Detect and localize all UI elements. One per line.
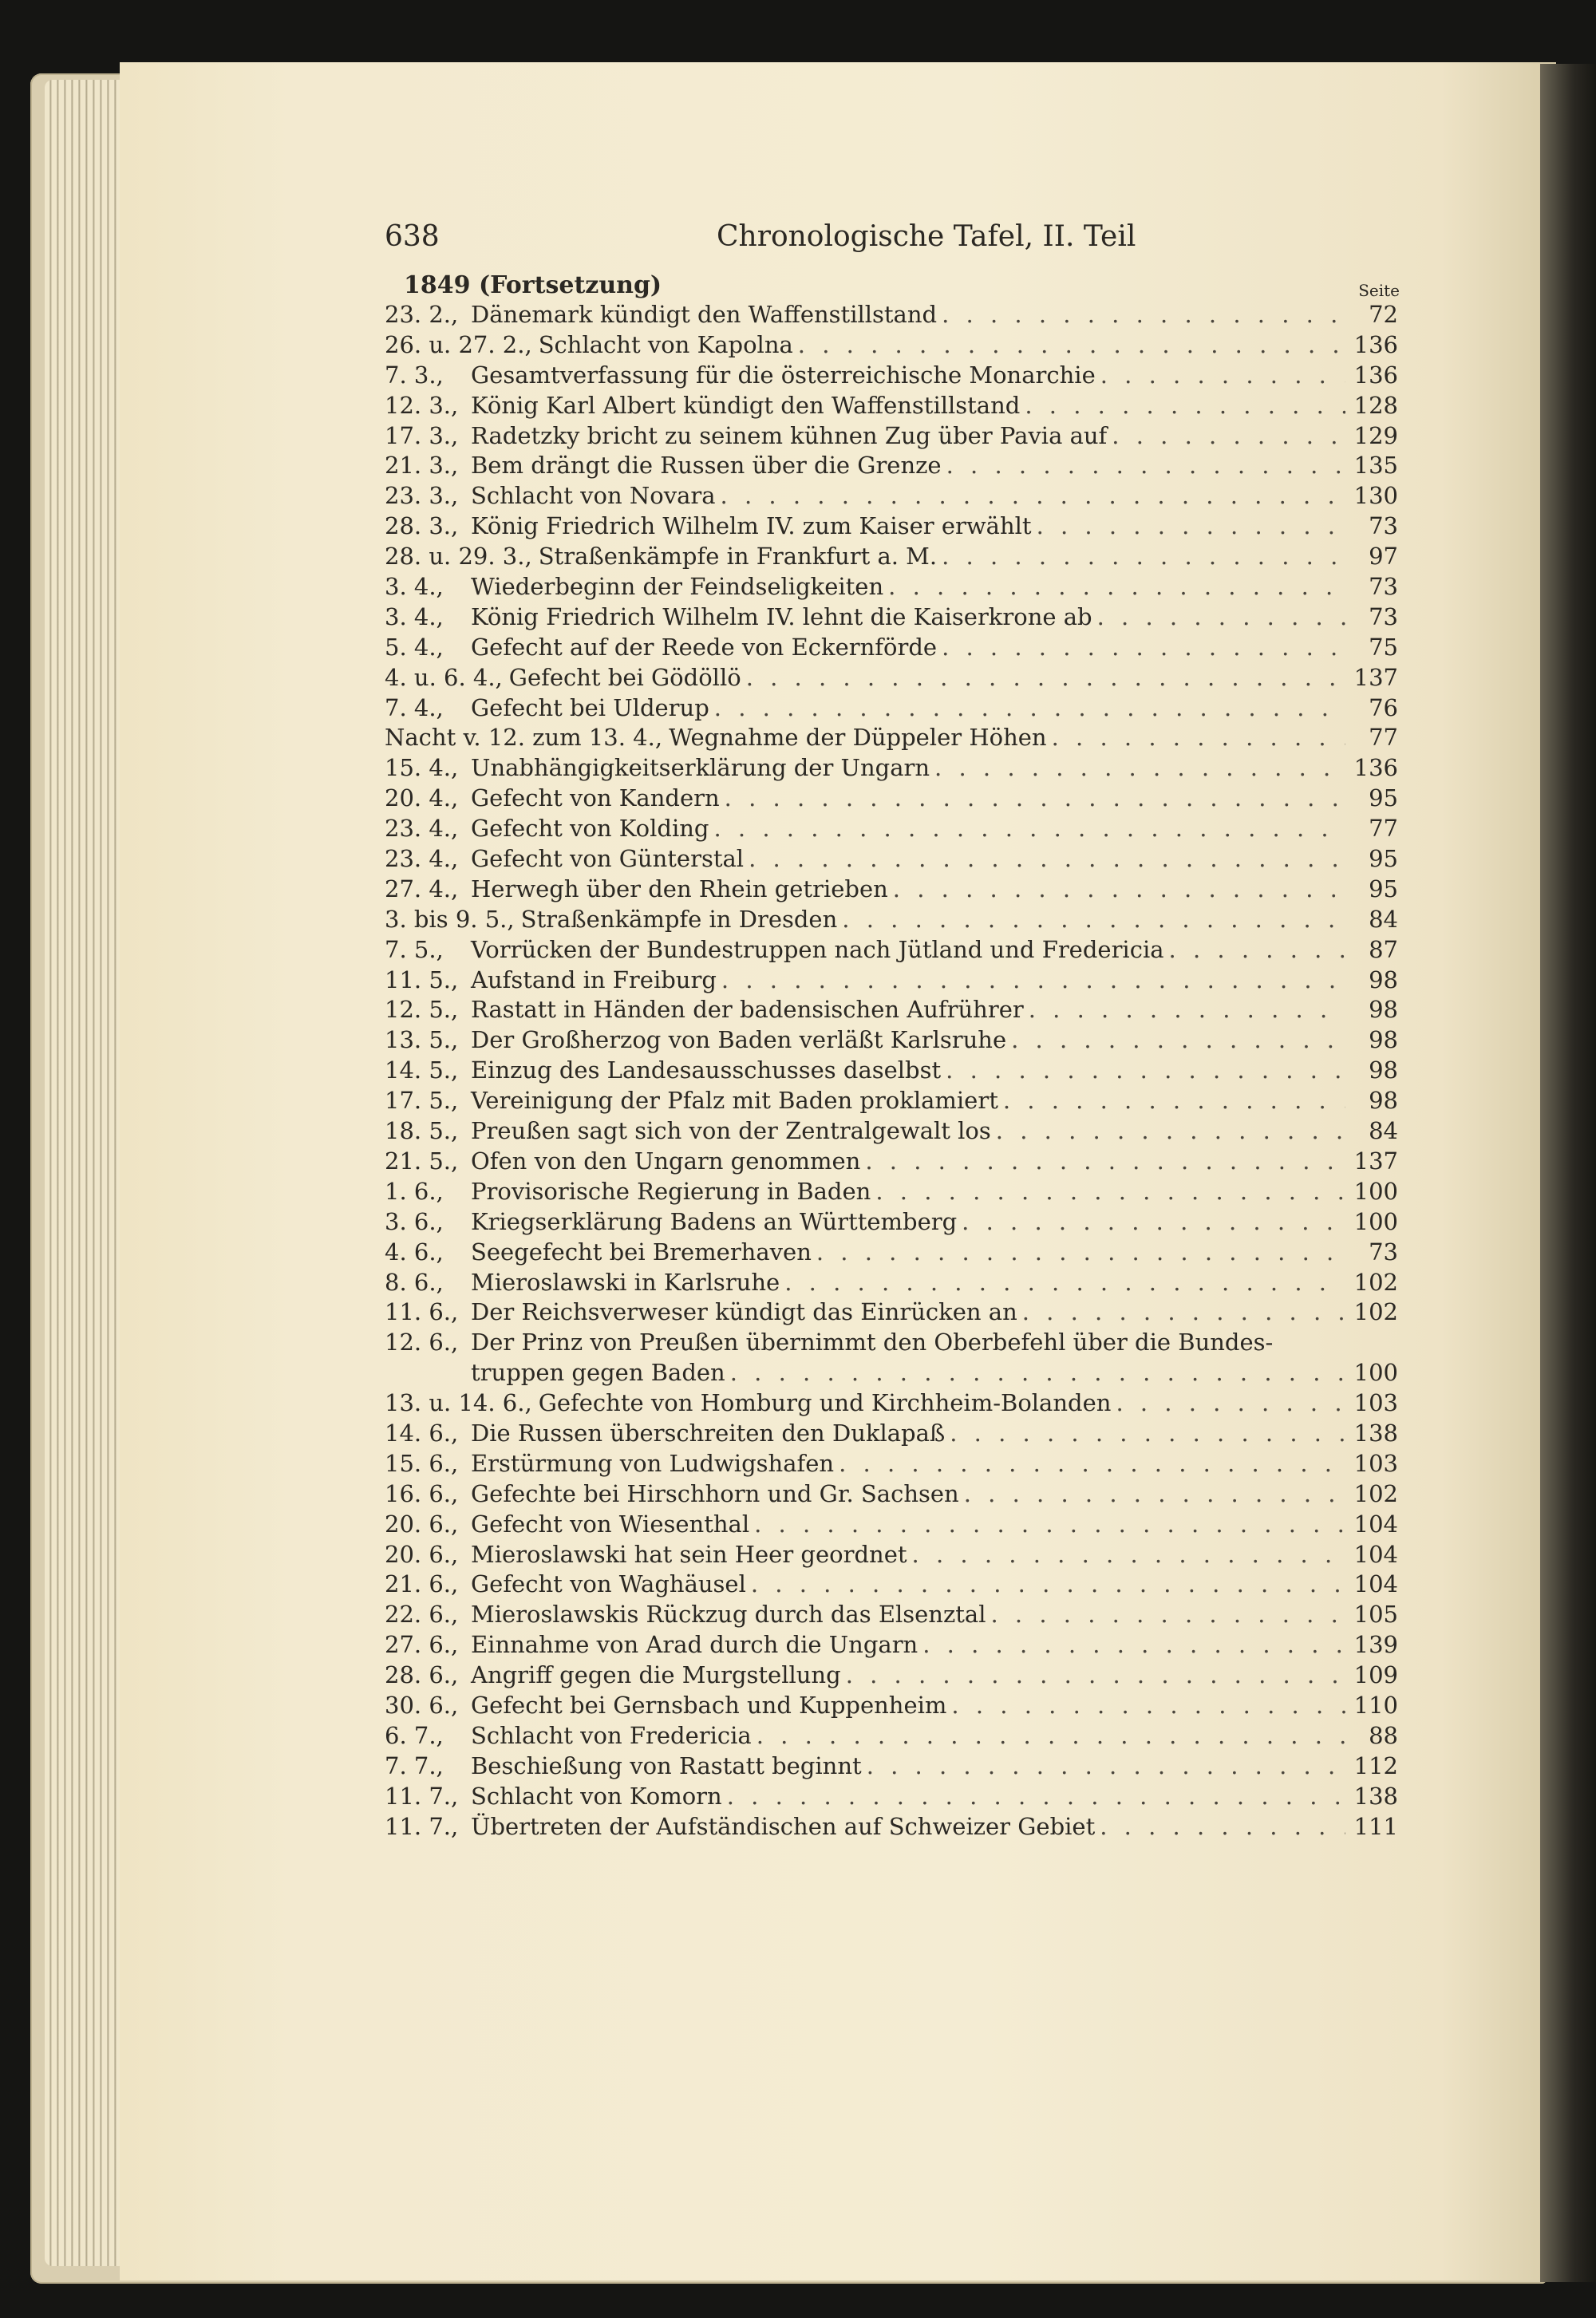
chronology-entry (385, 1812, 1398, 1842)
entry-date: 23. 3., (385, 482, 459, 510)
entry-page: 102 (1353, 1479, 1398, 1507)
entry-date: 21. 5., (385, 1147, 459, 1175)
dot-leader (727, 1782, 1345, 1812)
entry-page: 73 (1369, 573, 1398, 601)
entry-text: Rastatt in Händen der badensischen Aufrührer (471, 996, 1024, 1024)
dot-leader (942, 633, 1345, 663)
chronology-entry (385, 663, 1398, 693)
entry-page: 102 (1353, 1298, 1398, 1326)
chronology-entry (385, 814, 1398, 844)
chronology-entry (385, 753, 1398, 784)
entry-page: 110 (1353, 1691, 1398, 1719)
dot-leader (875, 1177, 1345, 1207)
page-number: 638 (385, 220, 440, 253)
chronology-entry (385, 602, 1398, 633)
dot-leader (946, 1056, 1345, 1086)
chronology-entry (385, 1570, 1398, 1600)
entry-text: Bem drängt die Russen über die Grenze (471, 452, 942, 480)
dot-leader (757, 1721, 1345, 1751)
dot-leader (1003, 1086, 1345, 1116)
chronology-entry (385, 1056, 1398, 1086)
chronology-entry (385, 361, 1398, 391)
dot-leader (784, 1268, 1345, 1298)
entry-text: Gefecht bei Gernsbach und Kuppenheim (471, 1691, 947, 1719)
page-column-label: Seite (1358, 281, 1400, 300)
page-header (385, 220, 1398, 265)
entry-page: 104 (1353, 1510, 1398, 1538)
entry-page: 73 (1369, 512, 1398, 540)
dot-leader (912, 1540, 1345, 1570)
entry-date: 14. 5., (385, 1056, 459, 1084)
entry-date: 17. 3., (385, 421, 459, 449)
entry-page: 100 (1353, 1207, 1398, 1235)
chronology-entry (385, 1388, 1398, 1419)
entry-date: 20. 6., (385, 1510, 459, 1538)
entry-text: Wiederbeginn der Feindseligkeiten (471, 573, 884, 601)
entry-date: 14. 6., (385, 1419, 459, 1447)
entry-page: 72 (1369, 301, 1398, 328)
dot-leader (888, 572, 1345, 602)
entry-page: 109 (1353, 1661, 1398, 1689)
chronology-entry (385, 511, 1398, 542)
entry-date: 28. u. 29. 3., (385, 543, 532, 571)
chronology-entry (385, 1661, 1398, 1691)
dot-leader (865, 1147, 1345, 1177)
dot-leader (942, 300, 1345, 330)
chronology-entry (385, 844, 1398, 875)
chronology-entry (385, 542, 1398, 572)
entry-page: 103 (1353, 1389, 1398, 1417)
entry-text: König Karl Albert kündigt den Waffenstillstand (471, 391, 1021, 419)
entry-page: 135 (1353, 452, 1398, 480)
dot-leader (1100, 361, 1345, 391)
chronology-entry (385, 1116, 1398, 1147)
entry-date: 15. 6., (385, 1449, 459, 1477)
entry-text: Provisorische Regierung in Baden (471, 1177, 871, 1205)
entry-page: 98 (1369, 1087, 1398, 1115)
dot-leader (950, 1419, 1345, 1449)
entry-page: 100 (1353, 1359, 1398, 1387)
entry-page: 139 (1353, 1631, 1398, 1659)
dot-leader (839, 1449, 1345, 1479)
chronology-entry (385, 1358, 1398, 1388)
entry-text: Gefecht von Waghäusel (471, 1570, 746, 1598)
chronology-entry (385, 1630, 1398, 1661)
entry-date: 16. 6., (385, 1479, 459, 1507)
entry-text: Vereinigung der Pfalz mit Baden proklamiert (471, 1087, 998, 1115)
chronology-entry (385, 330, 1398, 361)
running-title: Chronologische Tafel, II. Teil (717, 220, 1136, 253)
chronology-entry (385, 1691, 1398, 1721)
chronology-entry (385, 723, 1398, 753)
dot-leader (996, 1116, 1345, 1147)
chronology-entry (385, 1449, 1398, 1479)
entry-date: 21. 3., (385, 452, 459, 480)
entry-text: Schlacht von Komorn (471, 1782, 722, 1810)
entry-text: Gefecht von Kolding (471, 815, 709, 843)
entry-page: 111 (1353, 1812, 1398, 1840)
entry-date: 13. 5., (385, 1026, 459, 1054)
dot-leader (846, 1661, 1345, 1691)
dot-leader (816, 1238, 1345, 1268)
entry-page: 77 (1369, 724, 1398, 752)
entry-page: 136 (1353, 361, 1398, 389)
chronology-entry (385, 391, 1398, 421)
entry-text: Gefecht von Kandern (471, 784, 720, 812)
entry-page: 73 (1369, 1238, 1398, 1266)
chronology-entry (385, 905, 1398, 935)
dot-leader (730, 1358, 1345, 1388)
dot-leader (867, 1751, 1345, 1782)
gutter-shadow (1540, 64, 1596, 2282)
section-heading (385, 271, 1398, 300)
entry-text: Kriegserklärung Badens an Württemberg (471, 1207, 958, 1235)
entry-date: 15. 4., (385, 754, 459, 782)
chronology-entry (385, 966, 1398, 996)
entry-date: 3. 6., (385, 1207, 444, 1235)
entry-text: Angriff gegen die Murgstellung (471, 1661, 841, 1689)
entry-page: 98 (1369, 996, 1398, 1024)
chronology-entry (385, 1510, 1398, 1540)
entry-date: 23. 4., (385, 815, 459, 843)
entry-text: Gefechte von Homburg und Kirchheim-Bolanden (538, 1389, 1112, 1417)
chronology-entry (385, 633, 1398, 663)
entry-date: 7. 4., (385, 693, 444, 721)
entry-date: 7. 3., (385, 361, 444, 389)
entry-text: Einzug des Landesausschusses daselbst (471, 1056, 942, 1084)
entry-text: Mieroslawski hat sein Heer geordnet (471, 1540, 907, 1568)
dot-leader (725, 784, 1345, 814)
entry-page: 128 (1353, 391, 1398, 419)
entry-page: 88 (1369, 1721, 1398, 1749)
entry-page: 105 (1353, 1601, 1398, 1629)
entry-text: König Friedrich Wilhelm IV. zum Kaiser erwählt (471, 512, 1032, 540)
entry-text: Gefecht von Günterstal (471, 845, 745, 873)
entry-date: 7. 7., (385, 1751, 444, 1779)
entry-date: 5. 4., (385, 633, 444, 661)
dot-leader (1112, 421, 1345, 452)
entry-text: Seegefecht bei Bremerhaven (471, 1238, 812, 1266)
entry-page: 84 (1369, 1117, 1398, 1145)
entry-date: 11. 7., (385, 1782, 459, 1810)
entry-page: 136 (1353, 330, 1398, 358)
dot-leader (990, 1600, 1345, 1630)
chronology-entry (385, 1297, 1398, 1328)
chronology-entry (385, 481, 1398, 511)
entry-page: 73 (1369, 602, 1398, 630)
entry-text: Gefecht bei Gödöllö (508, 663, 741, 691)
dot-leader (721, 481, 1345, 511)
dot-leader (798, 330, 1345, 361)
entry-text: Mieroslawski in Karlsruhe (471, 1268, 780, 1296)
entry-page: 77 (1369, 815, 1398, 843)
entry-page: 103 (1353, 1449, 1398, 1477)
chronology-entry (385, 935, 1398, 966)
dot-leader (754, 1510, 1345, 1540)
entry-date: 30. 6., (385, 1691, 459, 1719)
entry-text: Straßenkämpfe in Dresden (520, 905, 838, 933)
entry-date: 17. 5., (385, 1087, 459, 1115)
entry-page: 76 (1369, 693, 1398, 721)
entry-text: Die Russen überschreiten den Duklapaß (471, 1419, 946, 1447)
dot-leader (1100, 1812, 1345, 1842)
entry-text: Preußen sagt sich von der Zentralgewalt los (471, 1117, 991, 1145)
entry-date: 12. 3., (385, 391, 459, 419)
dot-leader (934, 753, 1345, 784)
dot-leader (842, 905, 1345, 935)
entry-date: 18. 5., (385, 1117, 459, 1145)
entry-date: Nacht v. 12. zum 13. 4., (385, 724, 663, 752)
entry-date: 7. 5., (385, 935, 444, 963)
entry-date: 12. 6., (385, 1329, 459, 1356)
chronology-entry (385, 1479, 1398, 1510)
dot-leader (922, 1630, 1345, 1661)
page-content (385, 220, 1398, 1842)
entry-page: 97 (1369, 543, 1398, 571)
page-stack-edges (45, 80, 123, 2266)
entry-date: 3. bis 9. 5., (385, 905, 515, 933)
entry-date: 21. 6., (385, 1570, 459, 1598)
entry-page: 138 (1353, 1419, 1398, 1447)
dot-leader (1116, 1388, 1345, 1419)
entry-page: 95 (1369, 875, 1398, 902)
entry-date: 4. u. 6. 4., (385, 663, 503, 691)
chronology-entry (385, 1328, 1398, 1358)
entry-date: 6. 7., (385, 1721, 444, 1749)
entry-date: 27. 6., (385, 1631, 459, 1659)
dot-leader (721, 966, 1345, 996)
entry-page: 84 (1369, 905, 1398, 933)
dot-leader (1052, 723, 1345, 753)
chronology-entry (385, 1177, 1398, 1207)
chronology-entry (385, 451, 1398, 481)
chronology-entry (385, 784, 1398, 814)
entry-date: 11. 5., (385, 966, 459, 993)
dot-leader (1022, 1297, 1345, 1328)
chronology-entry (385, 1238, 1398, 1268)
entry-date: 11. 6., (385, 1298, 459, 1326)
dot-leader (713, 814, 1345, 844)
entry-page: 98 (1369, 1026, 1398, 1054)
chronology-entry (385, 1751, 1398, 1782)
entry-text: Mieroslawskis Rückzug durch das Elsenztal (471, 1601, 986, 1629)
entry-text: Der Reichsverweser kündigt das Einrücken an (471, 1298, 1017, 1326)
entry-date: 8. 6., (385, 1268, 444, 1296)
chronology-entry (385, 300, 1398, 330)
entry-text: Radetzky bricht zu seinem kühnen Zug über Pavia auf (471, 421, 1108, 449)
dot-leader (714, 693, 1345, 724)
entry-text: Aufstand in Freiburg (471, 966, 717, 993)
dot-leader (1097, 602, 1345, 633)
entry-date: 23. 4., (385, 845, 459, 873)
dot-leader (962, 1207, 1345, 1238)
entry-page: 98 (1369, 966, 1398, 993)
entry-text: Herwegh über den Rhein getrieben (471, 875, 888, 902)
entry-date: 28. 6., (385, 1661, 459, 1689)
entry-date: 3. 4., (385, 573, 444, 601)
dot-leader (746, 663, 1345, 693)
year-heading: 1849 (Fortsetzung) (404, 271, 662, 299)
entry-date: 20. 6., (385, 1540, 459, 1568)
entry-page: 100 (1353, 1177, 1398, 1205)
entry-text: Schlacht von Kapolna (538, 330, 793, 358)
entry-date: 11. 7., (385, 1812, 459, 1840)
entry-text: Schlacht von Novara (471, 482, 716, 510)
entry-page: 87 (1369, 935, 1398, 963)
entry-date: 20. 4., (385, 784, 459, 812)
dot-leader (1029, 995, 1345, 1025)
entry-page: 130 (1353, 482, 1398, 510)
entry-date: 28. 3., (385, 512, 459, 540)
dot-leader (964, 1479, 1345, 1510)
entry-text: Übertreten der Aufständischen auf Schweizer Gebiet (471, 1812, 1096, 1840)
entry-text: Gefecht von Wiesenthal (471, 1510, 750, 1538)
entry-date: 1. 6., (385, 1177, 444, 1205)
entry-date: 23. 2., (385, 301, 459, 328)
entry-page: 104 (1353, 1540, 1398, 1568)
dot-leader (951, 1691, 1345, 1721)
chronology-entry (385, 875, 1398, 905)
entry-text: Vorrücken der Bundestruppen nach Jütland und Fredericia (471, 935, 1164, 963)
dot-leader (893, 875, 1345, 905)
entry-page: 137 (1353, 663, 1398, 691)
entry-text: Gefecht bei Ulderup (471, 693, 709, 721)
chronology-entry (385, 421, 1398, 452)
entry-text: Einnahme von Arad durch die Ungarn (471, 1631, 918, 1659)
entry-page: 104 (1353, 1570, 1398, 1598)
entry-text: Wegnahme der Düppeler Höhen (669, 724, 1047, 752)
entry-text: Dänemark kündigt den Waffenstillstand (471, 301, 938, 328)
entry-text: Gefecht auf der Reede von Eckernförde (471, 633, 938, 661)
chronology-entry (385, 1419, 1398, 1449)
entry-date: 4. 6., (385, 1238, 444, 1266)
entry-page: 98 (1369, 1056, 1398, 1084)
entry-date: 22. 6., (385, 1601, 459, 1629)
entry-text: Der Großherzog von Baden verläßt Karlsruhe (471, 1026, 1007, 1054)
entry-text: Beschießung von Rastatt beginnt (471, 1751, 862, 1779)
chronology-list (385, 300, 1398, 1842)
chronology-entry (385, 1086, 1398, 1116)
chronology-entry (385, 1721, 1398, 1751)
entry-text: Schlacht von Fredericia (471, 1721, 752, 1749)
chronology-entry (385, 1600, 1398, 1630)
chronology-entry (385, 995, 1398, 1025)
dot-leader (1169, 935, 1345, 966)
entry-text: Gefechte bei Hirschhorn und Gr. Sachsen (471, 1479, 959, 1507)
entry-page: 95 (1369, 784, 1398, 812)
entry-page: 112 (1353, 1751, 1398, 1779)
chronology-entry (385, 693, 1398, 724)
entry-text: Gesamtverfassung für die österreichische Monarchie (471, 361, 1096, 389)
dot-leader (1037, 511, 1345, 542)
entry-text: Unabhängigkeitserklärung der Ungarn (471, 754, 930, 782)
entry-text: Erstürmung von Ludwigshafen (471, 1449, 835, 1477)
entry-date: 13. u. 14. 6., (385, 1389, 532, 1417)
entry-date: 12. 5., (385, 996, 459, 1024)
entry-text: Straßenkämpfe in Frankfurt a. M. (538, 543, 938, 571)
chronology-entry (385, 572, 1398, 602)
chronology-entry (385, 1207, 1398, 1238)
chronology-entry (385, 1025, 1398, 1056)
chronology-entry (385, 1147, 1398, 1177)
chronology-entry (385, 1782, 1398, 1812)
dot-leader (749, 844, 1345, 875)
entry-page: 102 (1353, 1268, 1398, 1296)
entry-text: König Friedrich Wilhelm IV. lehnt die Kaiserkrone ab (471, 602, 1092, 630)
entry-page: 138 (1353, 1782, 1398, 1810)
entry-page: 129 (1353, 421, 1398, 449)
entry-page: 137 (1353, 1147, 1398, 1175)
entry-page: 75 (1369, 633, 1398, 661)
entry-text: Ofen von den Ungarn genommen (471, 1147, 861, 1175)
chronology-entry (385, 1268, 1398, 1298)
entry-text: truppen gegen Baden (471, 1359, 725, 1387)
entry-page: 95 (1369, 845, 1398, 873)
entry-date: 26. u. 27. 2., (385, 330, 532, 358)
chronology-entry (385, 1540, 1398, 1570)
entry-date: 27. 4., (385, 875, 459, 902)
dot-leader (1025, 391, 1345, 421)
entry-page: 136 (1353, 754, 1398, 782)
dot-leader (946, 451, 1345, 481)
entry-text: Der Prinz von Preußen übernimmt den Oberbefehl über die Bundes- (471, 1329, 1274, 1356)
dot-leader (942, 542, 1345, 572)
entry-date: 3. 4., (385, 602, 444, 630)
dot-leader (751, 1570, 1345, 1600)
dot-leader (1011, 1025, 1345, 1056)
